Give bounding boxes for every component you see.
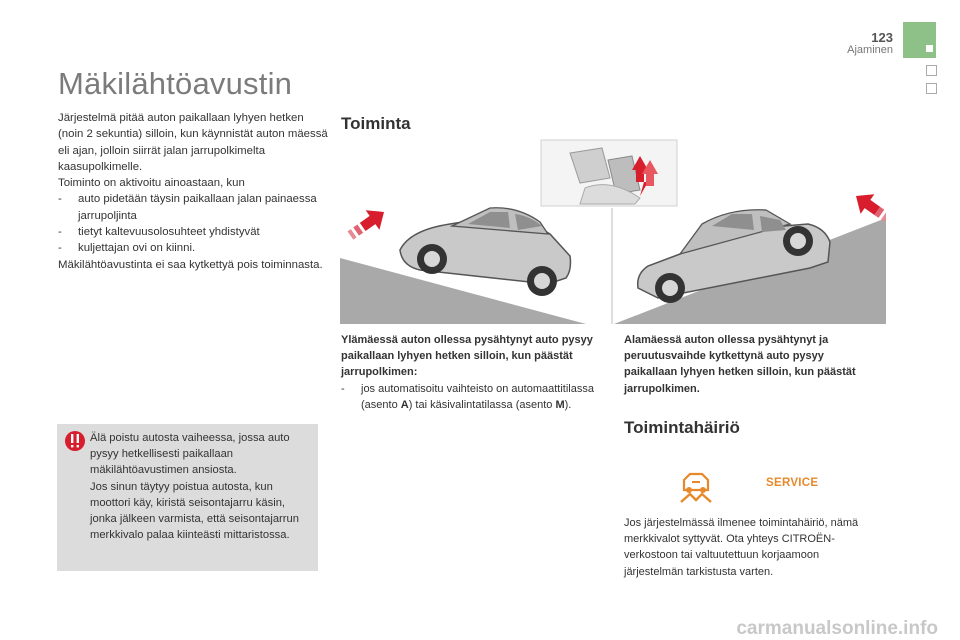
pedal-inset-image [541,140,677,206]
service-warning-light: SERVICE [766,477,819,489]
warning-text: Älä poistu autosta vaiheessa, jossa auto pysyy hetkellisesti paikallaan mäkilähtöavustimen ansiosta. Jos sinun täytyy poistua autosta, kun moottori käy, kiristä seisontajarru käsin, jonka jälkeen varmista, että seisontajarrun merkkivalo palaa kiinteästi mittaristossa. [90,432,299,542]
intro-paragraph: Toiminto on aktivoitu ainoastaan, kun [58,177,245,190]
intro-text [58,110,328,273]
uphill-scene [340,202,586,324]
section-marker [926,83,937,94]
hill-assist-warning-light-icon [676,470,716,511]
caption-uphill: Ylämäessä auton ollessa pysähtynyt auto pysyy paikallaan lyhyen hetken silloin, kun päästät jarrupolkimen: - jos automatisoitu vaihteisto on automaattitilassa (asento A) tai käsivalintatilassa (asento M). [341,332,603,413]
hill-start-illustration [340,138,886,333]
list-item: - tietyt kaltevuusolosuhteet yhdistyvät [58,226,260,239]
list-item: - auto pidetään täysin paikallaan jalan painaessa jarrupoljinta [58,193,317,222]
section-marker [926,65,937,76]
section-heading-operation: Toiminta [341,114,411,133]
intro-paragraph: Mäkilähtöavustinta ei saa kytkettyä pois toiminnasta. [58,258,323,271]
chapter-tab [903,22,936,58]
section-heading-fault: Toimintahäiriö [624,418,740,437]
page-number: 123 [871,30,893,45]
intro-paragraph: Järjestelmä pitää auton paikallaan lyhyen hetken (noin 2 sekuntia) silloin, kun käynnistät auton mäessä eli ajan, jolloin siirrät jalan jarrupolkimelta kaasupolkimelle. [58,112,328,173]
page-title: Mäkilähtöavustin [58,66,293,101]
list-item: - kuljettajan ovi on kiinni. [58,242,196,255]
downhill-scene [614,186,886,324]
warning-icon [64,430,86,457]
fault-text: Jos järjestelmässä ilmenee toimintahäiriö, nämä merkkivalot syttyvät. Ota yhteys CITROËN-verkostoon tai valtuutettuun korjaamoon järjestelmän tarkistusta varten. [624,517,859,578]
caption-downhill: Alamäessä auton ollessa pysähtynyt ja peruutusvaihde kytkettynä auto pysyy paikallaan lyhyen hetken silloin, kun päästät jarrupolkimen. [624,334,856,395]
watermark: carmanualsonline.info [736,618,938,639]
list-item: - jos automatisoitu vaihteisto on automaattitilassa (asento A) tai käsivalintatilassa (asento M). [341,382,594,411]
chapter-label: Ajaminen [847,44,893,56]
